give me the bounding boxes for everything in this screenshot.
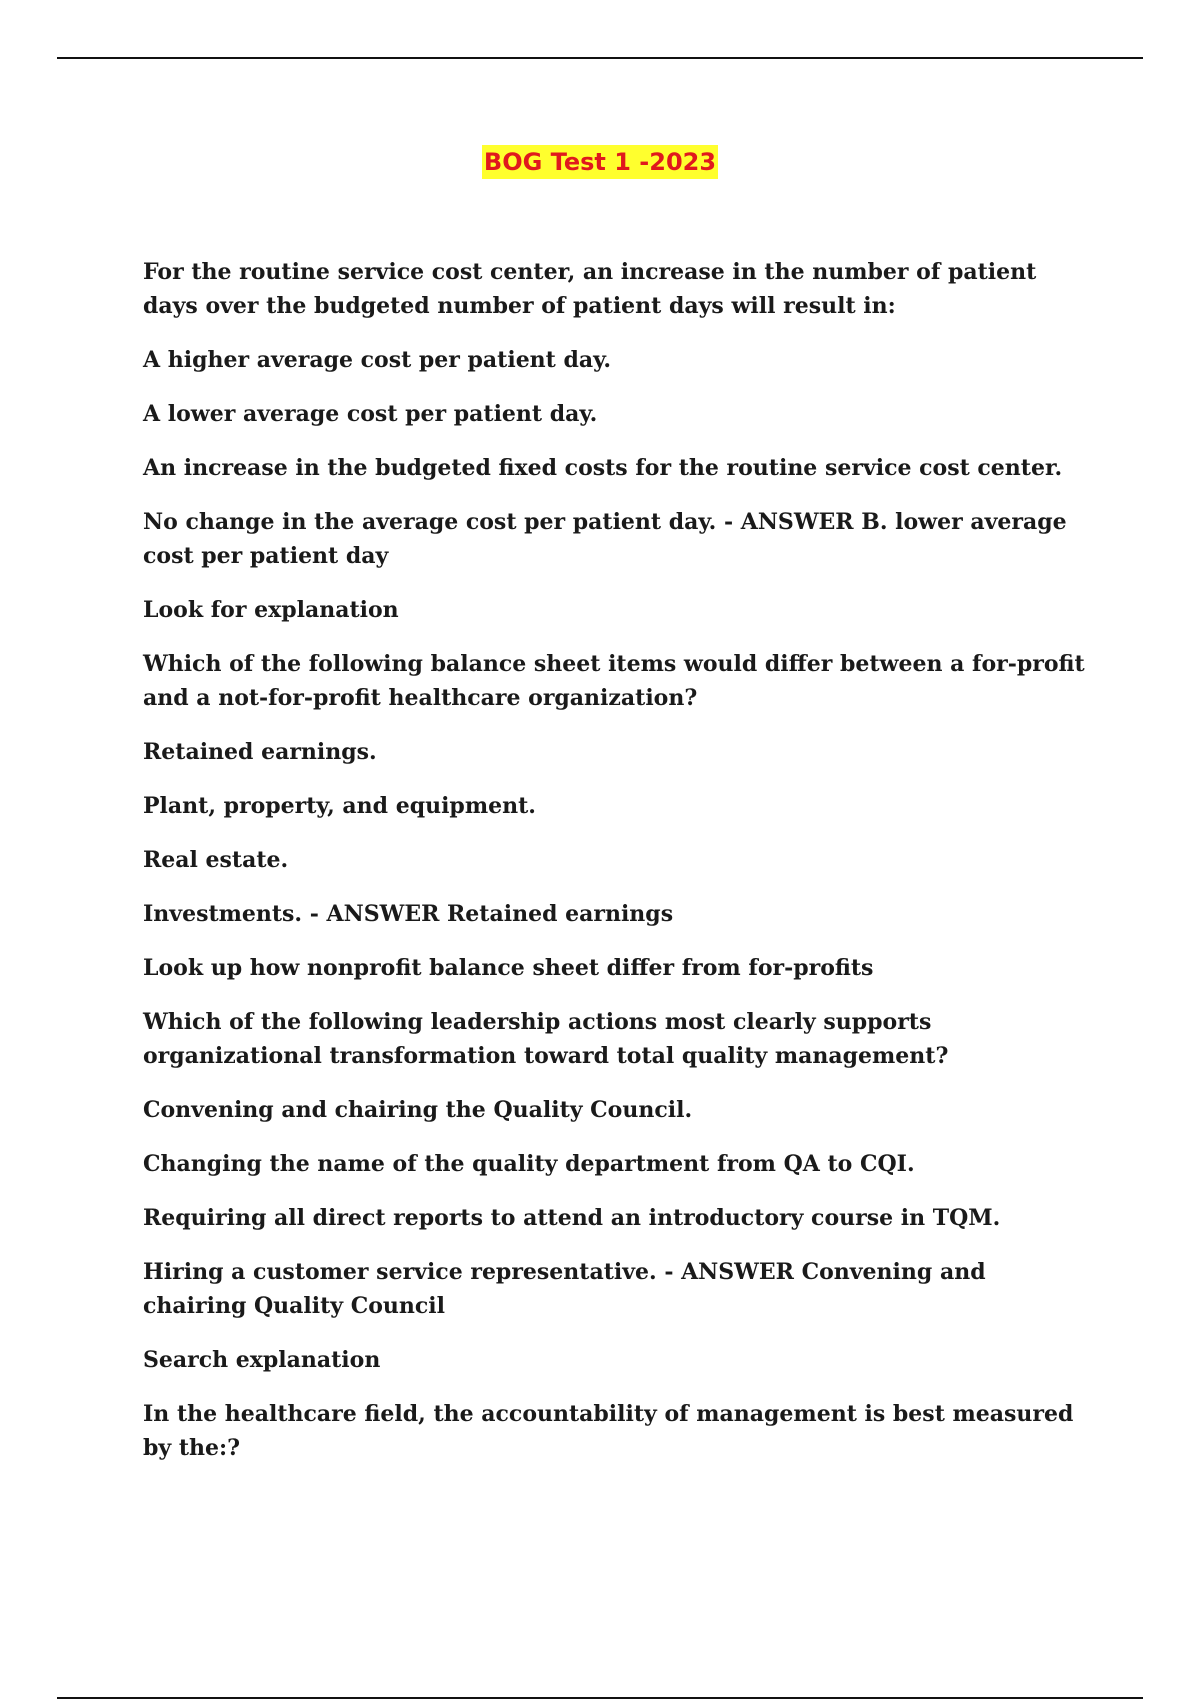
question-2: Which of the following balance sheet items would differ between a for-profit and a not-for-profit healthcare organization? [143, 651, 1085, 711]
question-1-note: Look for explanation [143, 597, 399, 623]
question-3-option-d-answer: Hiring a customer service representative. - ANSWER Convening and chairing Quality Council [143, 1259, 986, 1319]
question-2-note: Look up how nonprofit balance sheet differ from for-profits [143, 955, 874, 981]
question-1-option-b: A lower average cost per patient day. [143, 401, 598, 427]
document-title: BOG Test 1 -2023 [482, 145, 718, 179]
title-container [0, 145, 1200, 179]
question-3-option-a: Convening and chairing the Quality Council. [143, 1097, 693, 1123]
question-1: For the routine service cost center, an increase in the number of patient days over the budgeted number of patient days will result in: [143, 259, 1037, 319]
question-2-option-b: Plant, property, and equipment. [143, 793, 536, 819]
question-4: In the healthcare field, the accountability of management is best measured by the:? [143, 1401, 1074, 1461]
question-3-option-b: Changing the name of the quality department from QA to CQI. [143, 1151, 915, 1177]
document-body [143, 255, 1093, 1485]
top-rule [57, 57, 1143, 59]
question-3-option-c: Requiring all direct reports to attend an introductory course in TQM. [143, 1205, 1001, 1231]
question-3-note: Search explanation [143, 1347, 381, 1373]
question-2-option-d-answer: Investments. - ANSWER Retained earnings [143, 901, 674, 927]
bottom-rule [57, 1697, 1143, 1699]
question-1-option-c: An increase in the budgeted fixed costs for the routine service cost center. [143, 455, 1063, 481]
question-1-option-a: A higher average cost per patient day. [143, 347, 612, 373]
question-3: Which of the following leadership actions most clearly supports organizational transformation toward total quality management? [143, 1009, 949, 1069]
question-2-option-c: Real estate. [143, 847, 289, 873]
question-1-option-d-answer: No change in the average cost per patient day. - ANSWER B. lower average cost per patient day [143, 509, 1067, 569]
question-2-option-a: Retained earnings. [143, 739, 377, 765]
